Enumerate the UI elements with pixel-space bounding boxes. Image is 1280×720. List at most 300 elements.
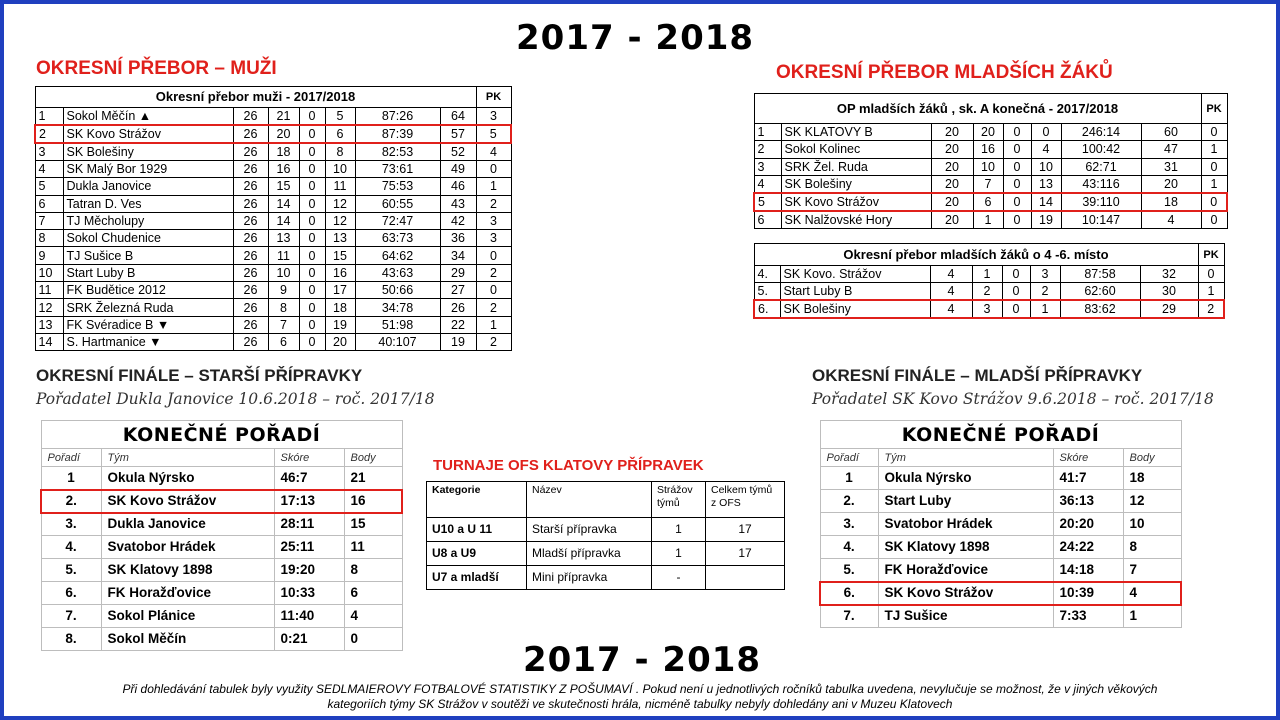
older-final-table	[40, 420, 403, 651]
team-cell: SK Klatovy 1898	[101, 559, 274, 582]
younger-final-table	[819, 420, 1182, 628]
losses-cell: 16	[325, 264, 355, 281]
points-cell: 4	[1123, 582, 1181, 605]
draws-cell: 0	[299, 299, 325, 316]
younger-final-row	[820, 559, 1181, 582]
points-cell: 22	[440, 316, 476, 333]
draws-cell: 0	[1003, 193, 1031, 211]
losses-cell: 12	[325, 212, 355, 229]
older-final-row	[41, 536, 402, 559]
name-cell: Mladší přípravka	[527, 542, 652, 566]
score-cell: 246:14	[1061, 124, 1141, 141]
young-b-table-row	[754, 283, 1224, 301]
name-cell: Mini přípravka	[527, 566, 652, 590]
points-cell: 1	[1123, 605, 1181, 628]
losses-cell: 5	[325, 108, 355, 126]
wins-cell: 20	[268, 125, 299, 143]
young-b-table	[753, 243, 1225, 319]
points-cell: 12	[1123, 490, 1181, 513]
rank-cell: 4	[754, 175, 781, 193]
score-cell: 87:26	[355, 108, 440, 126]
matches-cell: 26	[233, 247, 268, 264]
score-cell: 73:61	[355, 161, 440, 178]
points-cell: 27	[440, 282, 476, 299]
men-table-row	[35, 108, 511, 126]
score-cell: 63:73	[355, 230, 440, 247]
rank-cell: 3	[754, 158, 781, 175]
men-table-wrap	[34, 86, 512, 351]
points-cell: 6	[344, 582, 402, 605]
wins-cell: 7	[268, 316, 299, 333]
rank-cell: 2	[754, 141, 781, 158]
team-cell: SK Kovo Strážov	[63, 125, 233, 143]
matches-cell: 4	[930, 283, 972, 301]
score-cell: 100:42	[1061, 141, 1141, 158]
men-section-title: OKRESNÍ PŘEBOR – MUŽI	[36, 58, 277, 79]
team-cell: SK Kovo Strážov	[878, 582, 1053, 605]
men-table-row	[35, 230, 511, 247]
older-final-title: OKRESNÍ FINÁLE – STARŠÍ PŘÍPRAVKY	[36, 366, 363, 385]
team-cell: SK KLATOVY B	[781, 124, 931, 141]
team-cell: Dukla Janovice	[63, 178, 233, 195]
younger-header-rank: Pořadí	[820, 449, 878, 467]
younger-final-row	[820, 536, 1181, 559]
team-cell: Dukla Janovice	[101, 513, 274, 536]
younger-header-score: Skóre	[1053, 449, 1123, 467]
rank-cell: 2	[35, 125, 63, 143]
losses-cell: 8	[325, 143, 355, 161]
pk-cell: 0	[476, 247, 511, 264]
wins-cell: 10	[268, 264, 299, 281]
score-cell: 50:66	[355, 282, 440, 299]
young-a-table-row	[754, 193, 1227, 211]
draws-cell: 0	[299, 212, 325, 229]
strazov-teams-cell: 1	[652, 542, 706, 566]
wins-cell: 9	[268, 282, 299, 299]
strazov-teams-cell: 1	[652, 518, 706, 542]
draws-cell: 0	[299, 264, 325, 281]
team-cell: SK Bolešiny	[780, 300, 930, 318]
young-b-pk-header: PK	[1198, 244, 1224, 266]
team-cell: Svatobor Hrádek	[878, 513, 1053, 536]
men-table-row	[35, 264, 511, 281]
older-header-score: Skóre	[274, 449, 344, 467]
wins-cell: 18	[268, 143, 299, 161]
team-cell: FK Svéradice B ▼	[63, 316, 233, 333]
points-cell: 57	[440, 125, 476, 143]
draws-cell: 0	[1003, 141, 1031, 158]
draws-cell: 0	[299, 125, 325, 143]
team-cell: Svatobor Hrádek	[101, 536, 274, 559]
tournament-row	[427, 566, 785, 590]
matches-cell: 20	[931, 158, 973, 175]
tour-header-name: Název	[527, 482, 652, 518]
rank-cell: 5.	[41, 559, 101, 582]
matches-cell: 20	[931, 124, 973, 141]
losses-cell: 20	[325, 333, 355, 350]
young-b-table-title: Okresní přebor mladších žáků o 4 -6. místo	[754, 244, 1198, 266]
points-cell: 4	[1141, 211, 1201, 229]
older-final-row	[41, 513, 402, 536]
rank-cell: 9	[35, 247, 63, 264]
wins-cell: 14	[268, 212, 299, 229]
team-cell: SRK Železná Ruda	[63, 299, 233, 316]
men-table-row	[35, 125, 511, 143]
draws-cell: 0	[299, 282, 325, 299]
pk-cell: 0	[1201, 193, 1227, 211]
score-cell: 36:13	[1053, 490, 1123, 513]
young-b-table-row	[754, 300, 1224, 318]
rank-cell: 5	[35, 178, 63, 195]
draws-cell: 0	[1002, 283, 1030, 301]
losses-cell: 10	[1031, 158, 1061, 175]
men-table	[34, 86, 512, 351]
pk-cell: 2	[476, 264, 511, 281]
matches-cell: 26	[233, 143, 268, 161]
score-cell: 39:110	[1061, 193, 1141, 211]
team-cell: SK Kovo. Strážov	[780, 266, 930, 283]
score-cell: 10:39	[1053, 582, 1123, 605]
men-table-row	[35, 161, 511, 178]
score-cell: 0:21	[274, 628, 344, 651]
losses-cell: 13	[1031, 175, 1061, 193]
matches-cell: 20	[931, 211, 973, 229]
pk-cell: 3	[476, 230, 511, 247]
points-cell: 21	[344, 467, 402, 490]
wins-cell: 1	[973, 211, 1003, 229]
losses-cell: 13	[325, 230, 355, 247]
younger-final-row	[820, 467, 1181, 490]
rank-cell: 3	[35, 143, 63, 161]
draws-cell: 0	[1003, 124, 1031, 141]
pk-cell: 0	[1201, 211, 1227, 229]
losses-cell: 19	[1031, 211, 1061, 229]
team-cell: SK Bolešiny	[781, 175, 931, 193]
draws-cell: 0	[299, 161, 325, 178]
points-cell: 46	[440, 178, 476, 195]
total-teams-cell: 17	[706, 542, 785, 566]
points-cell: 8	[1123, 536, 1181, 559]
rank-cell: 6.	[754, 300, 780, 318]
wins-cell: 11	[268, 247, 299, 264]
points-cell: 29	[1140, 300, 1198, 318]
losses-cell: 1	[1030, 300, 1060, 318]
team-cell: TJ Sušice B	[63, 247, 233, 264]
rank-cell: 3.	[820, 513, 878, 536]
category-cell: U8 a U9	[427, 542, 527, 566]
draws-cell: 0	[299, 316, 325, 333]
rank-cell: 7.	[41, 605, 101, 628]
rank-cell: 4	[35, 161, 63, 178]
score-cell: 43:63	[355, 264, 440, 281]
team-cell: S. Hartmanice ▼	[63, 333, 233, 350]
matches-cell: 4	[930, 300, 972, 318]
score-cell: 72:47	[355, 212, 440, 229]
rank-cell: 3.	[41, 513, 101, 536]
points-cell: 31	[1141, 158, 1201, 175]
points-cell: 30	[1140, 283, 1198, 301]
men-table-row	[35, 316, 511, 333]
matches-cell: 26	[233, 230, 268, 247]
team-cell: Start Luby B	[63, 264, 233, 281]
losses-cell: 14	[1031, 193, 1061, 211]
matches-cell: 26	[233, 299, 268, 316]
score-cell: 46:7	[274, 467, 344, 490]
wins-cell: 3	[972, 300, 1002, 318]
men-table-row	[35, 282, 511, 299]
losses-cell: 12	[325, 195, 355, 212]
draws-cell: 0	[299, 178, 325, 195]
team-cell: Start Luby B	[780, 283, 930, 301]
points-cell: 18	[1141, 193, 1201, 211]
team-cell: Sokol Chudenice	[63, 230, 233, 247]
team-cell: Sokol Měčín ▲	[63, 108, 233, 126]
score-cell: 43:116	[1061, 175, 1141, 193]
draws-cell: 0	[1003, 158, 1031, 175]
team-cell: FK Horažďovice	[101, 582, 274, 605]
pk-cell: 5	[476, 125, 511, 143]
younger-final-row	[820, 582, 1181, 605]
younger-final-subtitle: Pořadatel SK Kovo Strážov 9.6.2018 – roč. 2017/18	[812, 390, 1214, 408]
tournaments-title: TURNAJE OFS KLATOVY PŘÍPRAVEK	[433, 457, 704, 474]
men-table-row	[35, 247, 511, 264]
men-table-row	[35, 195, 511, 212]
tour-header-strazov: Strážov týmů	[652, 482, 706, 518]
team-cell: Sokol Plánice	[101, 605, 274, 628]
points-cell: 26	[440, 299, 476, 316]
matches-cell: 26	[233, 316, 268, 333]
wins-cell: 16	[973, 141, 1003, 158]
team-cell: SRK Žel. Ruda	[781, 158, 931, 175]
older-final-row	[41, 559, 402, 582]
matches-cell: 26	[233, 264, 268, 281]
score-cell: 24:22	[1053, 536, 1123, 559]
rank-cell: 8	[35, 230, 63, 247]
team-cell: Okula Nýrsko	[878, 467, 1053, 490]
pk-cell: 3	[476, 108, 511, 126]
points-cell: 16	[344, 490, 402, 513]
young-a-table-row	[754, 158, 1227, 175]
pk-cell: 0	[476, 282, 511, 299]
men-table-title: Okresní přebor muži - 2017/2018	[35, 87, 476, 108]
team-cell: Tatran D. Ves	[63, 195, 233, 212]
wins-cell: 2	[972, 283, 1002, 301]
pk-cell: 1	[1198, 283, 1224, 301]
pk-cell: 1	[1201, 141, 1227, 158]
points-cell: 19	[440, 333, 476, 350]
young-b-table-wrap	[753, 243, 1225, 319]
pk-cell: 1	[476, 316, 511, 333]
losses-cell: 18	[325, 299, 355, 316]
rank-cell: 5.	[754, 283, 780, 301]
score-cell: 51:98	[355, 316, 440, 333]
matches-cell: 26	[233, 178, 268, 195]
strazov-teams-cell: -	[652, 566, 706, 590]
younger-final-row	[820, 490, 1181, 513]
score-cell: 14:18	[1053, 559, 1123, 582]
wins-cell: 21	[268, 108, 299, 126]
draws-cell: 0	[299, 230, 325, 247]
draws-cell: 0	[299, 143, 325, 161]
rank-cell: 4.	[41, 536, 101, 559]
men-table-row	[35, 143, 511, 161]
draws-cell: 0	[299, 195, 325, 212]
younger-final-table-title: KONEČNÉ POŘADÍ	[820, 421, 1181, 449]
pk-cell: 0	[1201, 158, 1227, 175]
score-cell: 19:20	[274, 559, 344, 582]
rank-cell: 1	[41, 467, 101, 490]
matches-cell: 26	[233, 282, 268, 299]
footnote-line-1: Při dohledávání tabulek byly využity SEDLMAIEROVY FOTBALOVÉ STATISTIKY Z POŠUMAVÍ . Pokud není u jednotlivých ročníků tabulka uvedena, nevylučuje se možnost, že v jiných věkových	[122, 682, 1158, 696]
footnote-line-2: kategoriích týmy SK Strážov v soutěži ve skutečnosti hrála, nicméně tabulky nebyly dohledány ani v Muzeu Klatovech	[327, 697, 953, 711]
wins-cell: 20	[973, 124, 1003, 141]
younger-header-points: Body	[1123, 449, 1181, 467]
draws-cell: 0	[299, 108, 325, 126]
score-cell: 10:147	[1061, 211, 1141, 229]
team-cell: SK Nalžovské Hory	[781, 211, 931, 229]
pk-cell: 0	[476, 161, 511, 178]
rank-cell: 11	[35, 282, 63, 299]
name-cell: Starší přípravka	[527, 518, 652, 542]
older-header-team: Tým	[101, 449, 274, 467]
points-cell: 64	[440, 108, 476, 126]
matches-cell: 26	[233, 212, 268, 229]
men-table-row	[35, 333, 511, 350]
score-cell: 7:33	[1053, 605, 1123, 628]
rank-cell: 5.	[820, 559, 878, 582]
matches-cell: 26	[233, 161, 268, 178]
younger-final-title: OKRESNÍ FINÁLE – MLADŠÍ PŘÍPRAVKY	[812, 366, 1143, 385]
tour-header-total: Celkem týmů z OFS	[706, 482, 785, 518]
young-a-table-row	[754, 211, 1227, 229]
rank-cell: 2.	[41, 490, 101, 513]
young-a-table-wrap	[753, 93, 1228, 229]
points-cell: 34	[440, 247, 476, 264]
older-final-table-wrap	[40, 420, 403, 651]
wins-cell: 14	[268, 195, 299, 212]
younger-final-table-wrap	[819, 420, 1182, 628]
rank-cell: 1	[35, 108, 63, 126]
losses-cell: 10	[325, 161, 355, 178]
rank-cell: 5	[754, 193, 781, 211]
points-cell: 18	[1123, 467, 1181, 490]
pk-cell: 0	[1198, 266, 1224, 283]
older-final-subtitle: Pořadatel Dukla Janovice 10.6.2018 – roč. 2017/18	[36, 390, 435, 408]
score-cell: 62:71	[1061, 158, 1141, 175]
matches-cell: 4	[930, 266, 972, 283]
team-cell: SK Kovo Strážov	[781, 193, 931, 211]
score-cell: 20:20	[1053, 513, 1123, 536]
score-cell: 25:11	[274, 536, 344, 559]
score-cell: 40:107	[355, 333, 440, 350]
draws-cell: 0	[299, 333, 325, 350]
tournaments-table	[426, 481, 785, 590]
team-cell: Sokol Kolinec	[781, 141, 931, 158]
pk-cell: 0	[1201, 124, 1227, 141]
younger-final-row	[820, 513, 1181, 536]
score-cell: 17:13	[274, 490, 344, 513]
draws-cell: 0	[1002, 266, 1030, 283]
losses-cell: 17	[325, 282, 355, 299]
matches-cell: 26	[233, 333, 268, 350]
pk-cell: 3	[476, 212, 511, 229]
score-cell: 60:55	[355, 195, 440, 212]
rank-cell: 12	[35, 299, 63, 316]
category-cell: U7 a mladší	[427, 566, 527, 590]
older-final-row	[41, 582, 402, 605]
wins-cell: 7	[973, 175, 1003, 193]
rank-cell: 6	[35, 195, 63, 212]
score-cell: 64:62	[355, 247, 440, 264]
wins-cell: 6	[268, 333, 299, 350]
older-final-row	[41, 628, 402, 651]
young-a-table-row	[754, 124, 1227, 141]
team-cell: TJ Měcholupy	[63, 212, 233, 229]
team-cell: Okula Nýrsko	[101, 467, 274, 490]
pk-cell: 2	[476, 195, 511, 212]
team-cell: TJ Sušice	[878, 605, 1053, 628]
points-cell: 43	[440, 195, 476, 212]
wins-cell: 16	[268, 161, 299, 178]
points-cell: 8	[344, 559, 402, 582]
team-cell: SK Bolešiny	[63, 143, 233, 161]
wins-cell: 6	[973, 193, 1003, 211]
points-cell: 52	[440, 143, 476, 161]
men-pk-header: PK	[476, 87, 511, 108]
rank-cell: 8.	[41, 628, 101, 651]
tournament-row	[427, 518, 785, 542]
points-cell: 4	[344, 605, 402, 628]
total-teams-cell: 17	[706, 518, 785, 542]
wins-cell: 1	[972, 266, 1002, 283]
score-cell: 34:78	[355, 299, 440, 316]
score-cell: 41:7	[1053, 467, 1123, 490]
score-cell: 11:40	[274, 605, 344, 628]
points-cell: 29	[440, 264, 476, 281]
men-table-row	[35, 178, 511, 195]
draws-cell: 0	[1003, 211, 1031, 229]
tour-header-category: Kategorie	[427, 482, 527, 518]
tournament-row	[427, 542, 785, 566]
team-cell: SK Malý Bor 1929	[63, 161, 233, 178]
rank-cell: 6.	[41, 582, 101, 605]
score-cell: 75:53	[355, 178, 440, 195]
young-a-table-row	[754, 175, 1227, 193]
young-pupils-section-title: OKRESNÍ PŘEBOR MLADŠÍCH ŽÁKŮ	[776, 62, 1113, 83]
losses-cell: 19	[325, 316, 355, 333]
rank-cell: 14	[35, 333, 63, 350]
rank-cell: 6	[754, 211, 781, 229]
losses-cell: 4	[1031, 141, 1061, 158]
team-cell: SK Kovo Strážov	[101, 490, 274, 513]
team-cell: SK Klatovy 1898	[878, 536, 1053, 559]
older-final-row	[41, 605, 402, 628]
total-teams-cell	[706, 566, 785, 590]
men-table-row	[35, 212, 511, 229]
team-cell: Start Luby	[878, 490, 1053, 513]
rank-cell: 4.	[754, 266, 780, 283]
draws-cell: 0	[299, 247, 325, 264]
young-a-table-title: OP mladších žáků , sk. A konečná - 2017/2018	[754, 94, 1201, 124]
rank-cell: 6.	[820, 582, 878, 605]
tournaments-table-wrap	[426, 481, 785, 590]
pk-cell: 2	[476, 333, 511, 350]
older-header-points: Body	[344, 449, 402, 467]
losses-cell: 15	[325, 247, 355, 264]
rank-cell: 1	[820, 467, 878, 490]
points-cell: 32	[1140, 266, 1198, 283]
matches-cell: 26	[233, 125, 268, 143]
